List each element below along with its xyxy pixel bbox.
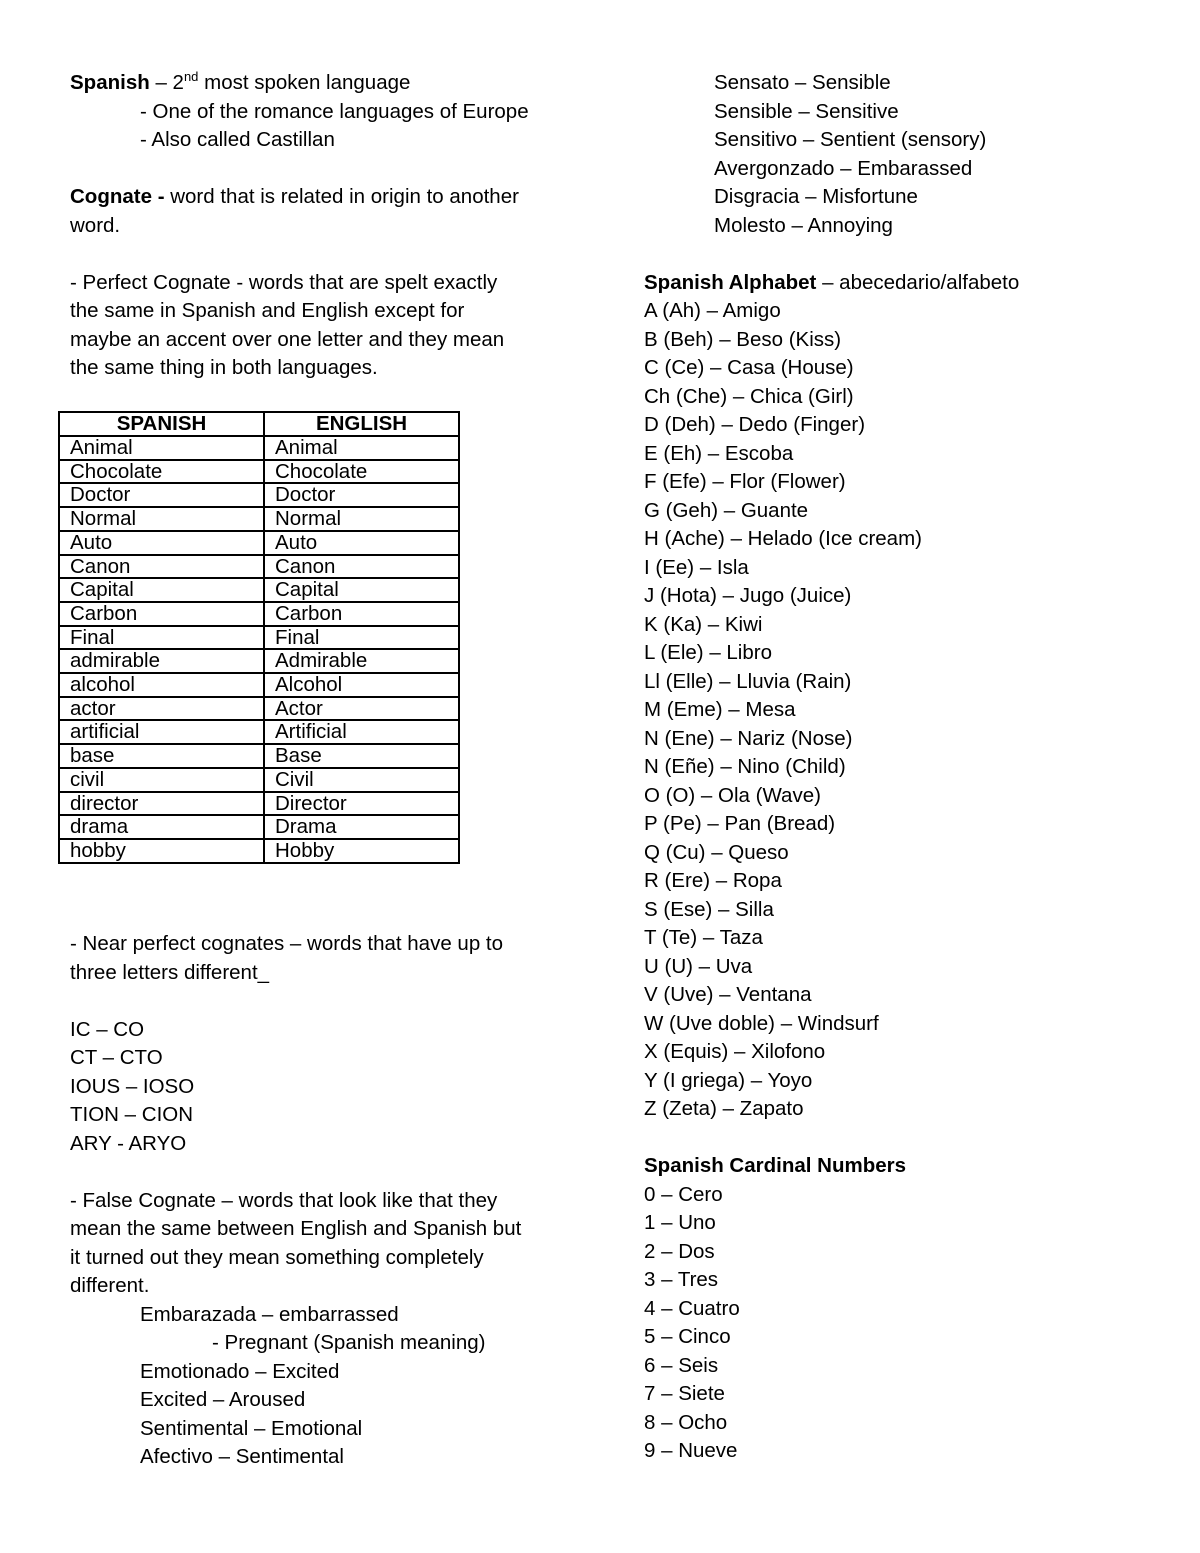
english-cell: Director	[264, 792, 459, 816]
alphabet-letter: S (Ese) – Silla	[644, 897, 774, 921]
spanish-cell: actor	[59, 697, 264, 721]
spanish-cell: alcohol	[59, 673, 264, 697]
table-row	[59, 768, 459, 792]
alphabet-letter: P (Pe) – Pan (Bread)	[644, 812, 836, 835]
spanish-heading: Spanish	[70, 71, 150, 94]
table-row	[59, 697, 459, 721]
alphabet-letter: X (Equis) – Xilofono	[644, 1040, 826, 1063]
spanish-def-part: most spoken language	[198, 71, 411, 94]
english-cell: Auto	[264, 531, 459, 555]
english-cell: Chocolate	[264, 460, 459, 484]
table-row	[59, 744, 459, 768]
spanish-cell: Canon	[59, 555, 264, 579]
spanish-cell: Carbon	[59, 602, 264, 626]
alphabet-letter: N (Eñe) – Nino (Child)	[644, 755, 846, 778]
false-cognate-example: Sensible – Sensitive	[714, 99, 899, 123]
table-row	[59, 483, 459, 507]
alphabet-letter: K (Ka) – Kiwi	[644, 612, 763, 636]
false-cognate-meaning: - Pregnant (Spanish meaning)	[212, 1331, 486, 1354]
spanish-cell: Chocolate	[59, 460, 264, 484]
paragraph-line: it turned out they mean something completely	[70, 1245, 484, 1269]
alphabet-heading: Spanish Alphabet	[644, 270, 817, 294]
table-row	[59, 531, 459, 555]
table-row	[59, 815, 459, 839]
english-cell: Doctor	[264, 483, 459, 507]
paragraph-line: different.	[70, 1274, 150, 1297]
english-cell: Capital	[264, 578, 459, 602]
spanish-cell: drama	[59, 815, 264, 839]
cardinal-number: 9 – Nueve	[644, 1439, 738, 1462]
false-cognate-example: Sensitivo – Sentient (sensory)	[714, 128, 987, 151]
table-row	[59, 673, 459, 697]
alphabet-heading-line	[644, 269, 1164, 298]
suffix-rule: ARY - ARYO	[70, 1131, 187, 1155]
paragraph-line: maybe an accent over one letter and they mean	[70, 327, 505, 351]
spanish-bullet-2: - Also called Castillan	[140, 128, 335, 151]
alphabet-letter: M (Eme) – Mesa	[644, 698, 796, 721]
suffix-rule: TION – CION	[70, 1103, 194, 1126]
false-cognate-list-cont	[644, 69, 1164, 240]
english-cell: Alcohol	[264, 673, 459, 697]
alphabet-letter: Y (I griega) – Yoyo	[644, 1068, 813, 1092]
english-cell: Final	[264, 626, 459, 650]
alphabet-letter: U (U) – Uva	[644, 954, 753, 978]
paragraph-line: - False Cognate – words that look like that they	[70, 1188, 498, 1212]
alphabet-letter: J (Hota) – Jugo (Juice)	[644, 584, 852, 607]
false-cognate-example: Sensato – Sensible	[714, 71, 891, 94]
false-cognate-example: Emotionado – Excited	[140, 1359, 340, 1383]
alphabet-list	[644, 297, 1164, 1124]
cardinal-number: 0 – Cero	[644, 1182, 723, 1206]
english-cell: Normal	[264, 507, 459, 531]
suffix-rule: IC – CO	[70, 1017, 145, 1041]
cardinal-number: 6 – Seis	[644, 1353, 719, 1377]
alphabet-letter: A (Ah) – Amigo	[644, 299, 781, 322]
paragraph-line: mean the same between English and Spanish but	[70, 1217, 522, 1240]
alphabet-letter: I (Ee) – Isla	[644, 555, 749, 579]
alphabet-letter: V (Uve) – Ventana	[644, 983, 812, 1006]
alphabet-letter: E (Eh) – Escoba	[644, 441, 794, 465]
cardinal-number: 5 – Cinco	[644, 1325, 731, 1348]
alphabet-letter: Ch (Che) – Chica (Girl)	[644, 384, 854, 408]
english-cell: Animal	[264, 436, 459, 460]
ordinal-sup: nd	[183, 69, 199, 85]
cardinal-number: 7 – Siete	[644, 1382, 725, 1405]
false-cognate-example: Sentimental – Emotional	[140, 1416, 363, 1440]
table-row	[59, 792, 459, 816]
paragraph-line: three letters different_	[70, 960, 270, 984]
cardinal-number: 3 – Tres	[644, 1268, 719, 1291]
spanish-cell: artificial	[59, 720, 264, 744]
spanish-cell: director	[59, 792, 264, 816]
false-cognate-example: Disgracia – Misfortune	[714, 185, 918, 208]
cardinal-number: 1 – Uno	[644, 1211, 716, 1234]
paragraph-line: - Near perfect cognates – words that have up to	[70, 932, 504, 955]
alphabet-letter: T (Te) – Taza	[644, 926, 763, 949]
spanish-cell: Doctor	[59, 483, 264, 507]
paragraph-line: the same thing in both languages.	[70, 356, 378, 379]
alphabet-letter: Ll (Elle) – Lluvia (Rain)	[644, 669, 852, 693]
alphabet-letter: Z (Zeta) – Zapato	[644, 1097, 804, 1120]
table-row	[59, 720, 459, 744]
table-row	[59, 626, 459, 650]
numbers-list	[644, 1181, 1164, 1466]
english-cell: Base	[264, 744, 459, 768]
suffix-rule: IOUS – IOSO	[70, 1074, 195, 1098]
spanish-cell: Auto	[59, 531, 264, 555]
english-cell: Drama	[264, 815, 459, 839]
spanish-cell: Final	[59, 626, 264, 650]
spanish-bullet-1: - One of the romance languages of Europe	[140, 99, 529, 123]
alphabet-letter: Q (Cu) – Queso	[644, 840, 789, 864]
table-row	[59, 507, 459, 531]
table-row	[59, 578, 459, 602]
false-cognate-example: Afectivo – Sentimental	[140, 1445, 344, 1468]
table-row	[59, 602, 459, 626]
false-cognate-example: Embarazada – embarrassed	[140, 1302, 399, 1326]
table-row	[59, 555, 459, 579]
numbers-heading: Spanish Cardinal Numbers	[644, 1154, 907, 1177]
cognate-definition-cont: word.	[70, 213, 121, 237]
alphabet-letter: B (Beh) – Beso (Kiss)	[644, 327, 842, 351]
false-cognate-example: Avergonzado – Embarassed	[714, 156, 973, 180]
spanish-cell: Capital	[59, 578, 264, 602]
spanish-cell: hobby	[59, 839, 264, 863]
cardinal-number: 2 – Dos	[644, 1239, 715, 1263]
english-cell: Admirable	[264, 649, 459, 673]
alphabet-letter: R (Ere) – Ropa	[644, 869, 782, 892]
alphabet-letter: L (Ele) – Libro	[644, 641, 772, 664]
english-cell: Civil	[264, 768, 459, 792]
alphabet-letter: W (Uve doble) – Windsurf	[644, 1011, 879, 1035]
paragraph-line: - Perfect Cognate - words that are spelt exactly	[70, 270, 498, 294]
perfect-cognate-paragraph	[70, 269, 570, 383]
cognate-definition	[70, 183, 570, 212]
english-cell: Carbon	[264, 602, 459, 626]
table-header-row	[59, 412, 459, 436]
alphabet-letter: C (Ce) – Casa (House)	[644, 356, 854, 379]
left-column-lower	[70, 930, 570, 1472]
spanish-cell: Normal	[59, 507, 264, 531]
spanish-def-part: – 2	[149, 71, 184, 94]
cardinal-number: 8 – Ocho	[644, 1410, 728, 1434]
alphabet-letter: H (Ache) – Helado (Ice cream)	[644, 527, 922, 550]
english-cell: Hobby	[264, 839, 459, 863]
table-row	[59, 436, 459, 460]
alphabet-letter: N (Ene) – Nariz (Nose)	[644, 726, 853, 750]
left-column	[70, 69, 570, 383]
table-row	[59, 649, 459, 673]
spanish-intro	[70, 69, 570, 98]
english-cell: Artificial	[264, 720, 459, 744]
english-cell: Canon	[264, 555, 459, 579]
cardinal-number: 4 – Cuatro	[644, 1296, 740, 1320]
cognate-table	[58, 411, 460, 864]
table-row	[59, 460, 459, 484]
column-header-english: ENGLISH	[264, 412, 459, 436]
suffix-rule: CT – CTO	[70, 1046, 163, 1069]
english-cell: Actor	[264, 697, 459, 721]
cognate-def-part: word that is related in origin to another	[164, 185, 519, 208]
cognate-heading: Cognate -	[70, 185, 165, 208]
spanish-cell: admirable	[59, 649, 264, 673]
right-column	[644, 69, 1164, 1466]
false-cognate-example: Molesto – Annoying	[714, 213, 893, 237]
spanish-cell: civil	[59, 768, 264, 792]
alphabet-subtitle: – abecedario/alfabeto	[816, 270, 1020, 294]
alphabet-letter: O (O) – Ola (Wave)	[644, 783, 821, 807]
paragraph-line: the same in Spanish and English except for	[70, 299, 465, 322]
alphabet-letter: F (Efe) – Flor (Flower)	[644, 470, 846, 493]
alphabet-letter: G (Geh) – Guante	[644, 498, 809, 522]
alphabet-letter: D (Deh) – Dedo (Finger)	[644, 413, 866, 436]
table-row	[59, 839, 459, 863]
column-header-spanish: SPANISH	[59, 412, 264, 436]
spanish-cell: Animal	[59, 436, 264, 460]
false-cognate-example: Excited – Aroused	[140, 1388, 306, 1411]
spanish-cell: base	[59, 744, 264, 768]
